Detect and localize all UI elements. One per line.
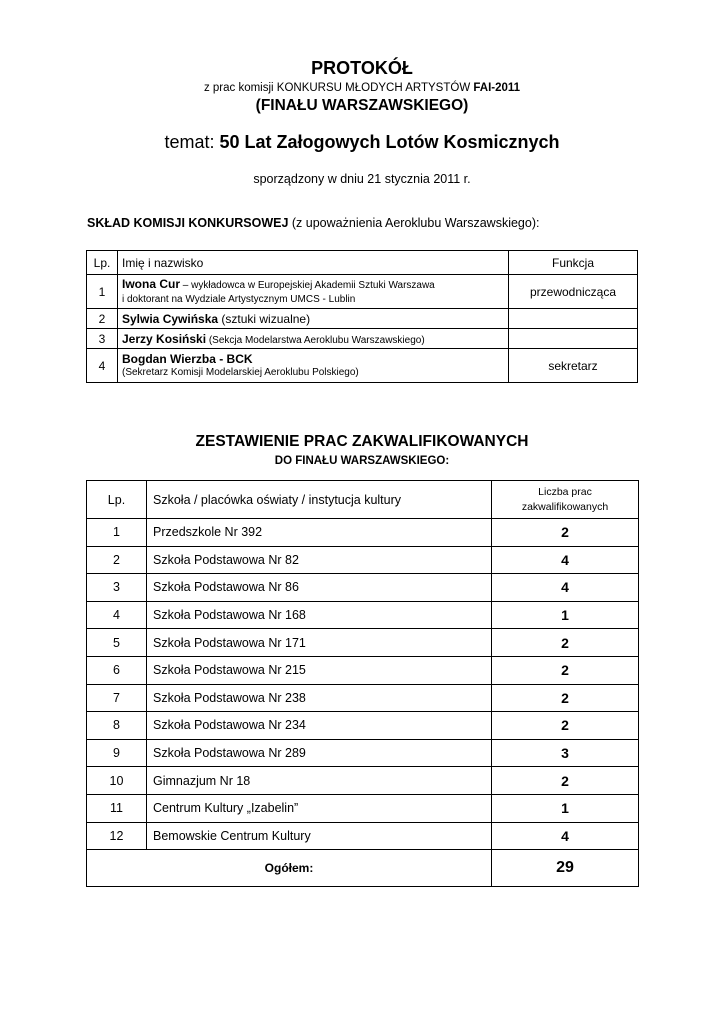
row-school: Szkoła Podstawowa Nr 168 <box>147 601 492 629</box>
table-row <box>87 822 639 850</box>
row-lp: 6 <box>87 656 147 684</box>
total-label: Ogółem: <box>87 850 492 887</box>
document-date: sporządzony w dniu 21 stycznia 2011 r. <box>253 172 471 186</box>
col-header-lp: Lp. <box>87 481 147 519</box>
row-school: Przedszkole Nr 392 <box>147 519 492 547</box>
member-name: Sylwia Cywińska <box>122 311 219 326</box>
member-name: Jerzy Kosiński <box>122 331 207 346</box>
works-heading: ZESTAWIENIE PRAC ZAKWALIFIKOWANYCH <box>195 433 529 450</box>
member-role: przewodnicząca <box>509 275 638 309</box>
row-count: 3 <box>492 739 639 767</box>
member-role <box>509 309 638 329</box>
row-count: 2 <box>492 519 639 547</box>
row-school: Szkoła Podstawowa Nr 171 <box>147 629 492 657</box>
row-lp: 5 <box>87 629 147 657</box>
member-desc-2: (Sekretarz Komisji Modelarskiej Aeroklubu Polskiego) <box>122 366 359 378</box>
works-subheading: DO FINAŁU WARSZAWSKIEGO: <box>274 455 450 467</box>
member-lp: 4 <box>87 349 118 383</box>
member-desc: (sztuki wizualne) <box>218 311 311 326</box>
row-lp: 12 <box>87 822 147 850</box>
table-row <box>87 767 639 795</box>
committee-heading-bold: SKŁAD KOMISJI KONKURSOWEJ <box>87 216 289 230</box>
committee-heading-rest: (z upoważnienia Aeroklubu Warszawskiego): <box>291 216 540 230</box>
subtitle-code: FAI-2011 <box>473 82 521 94</box>
member-role <box>509 329 638 349</box>
committee-row <box>87 349 638 383</box>
col-header-role: Funkcja <box>509 251 638 275</box>
committee-header-row <box>87 251 638 275</box>
member-cell <box>118 309 509 329</box>
row-lp: 10 <box>87 767 147 795</box>
table-row <box>87 712 639 740</box>
table-row <box>87 601 639 629</box>
member-lp: 2 <box>87 309 118 329</box>
col-header-lp: Lp. <box>87 251 118 275</box>
member-desc: – wykładowca w Europejskiej Akademii Sztuki Warszawa <box>180 279 435 291</box>
row-lp: 11 <box>87 794 147 822</box>
table-row <box>87 684 639 712</box>
member-desc-2: i doktorant na Wydziale Artystycznym UMCS - Lublin <box>122 293 356 305</box>
document-subtitle <box>0 82 724 94</box>
col-header-school: Szkoła / placówka oświaty / instytucja kultury <box>147 481 492 519</box>
final-name: (FINAŁU WARSZAWSKIEGO) <box>255 97 469 114</box>
total-value: 29 <box>492 850 639 887</box>
row-school: Gimnazjum Nr 18 <box>147 767 492 795</box>
table-row <box>87 574 639 602</box>
committee-table <box>86 250 638 383</box>
row-school: Szkoła Podstawowa Nr 82 <box>147 546 492 574</box>
total-row <box>87 850 639 887</box>
table-row <box>87 519 639 547</box>
row-count: 2 <box>492 712 639 740</box>
row-school: Szkoła Podstawowa Nr 234 <box>147 712 492 740</box>
row-school: Bemowskie Centrum Kultury <box>147 822 492 850</box>
row-lp: 7 <box>87 684 147 712</box>
works-header-row <box>87 481 639 519</box>
row-count: 2 <box>492 629 639 657</box>
row-lp: 9 <box>87 739 147 767</box>
row-lp: 8 <box>87 712 147 740</box>
row-school: Szkoła Podstawowa Nr 215 <box>147 656 492 684</box>
member-lp: 1 <box>87 275 118 309</box>
row-count: 4 <box>492 574 639 602</box>
row-count: 4 <box>492 546 639 574</box>
table-row <box>87 656 639 684</box>
row-count: 1 <box>492 601 639 629</box>
table-row <box>87 794 639 822</box>
row-count: 2 <box>492 684 639 712</box>
committee-row <box>87 329 638 349</box>
topic-line <box>0 132 724 153</box>
committee-row <box>87 309 638 329</box>
member-name: Iwona Cur <box>122 276 181 291</box>
works-table <box>86 480 639 887</box>
row-count: 1 <box>492 794 639 822</box>
table-row <box>87 739 639 767</box>
row-school: Szkoła Podstawowa Nr 289 <box>147 739 492 767</box>
row-count: 4 <box>492 822 639 850</box>
member-lp: 3 <box>87 329 118 349</box>
row-count: 2 <box>492 656 639 684</box>
committee-row <box>87 275 638 309</box>
col-header-name: Imię i nazwisko <box>118 251 509 275</box>
row-school: Centrum Kultury „Izabelin” <box>147 794 492 822</box>
row-count: 2 <box>492 767 639 795</box>
subtitle-text: z prac komisji KONKURSU MŁODYCH ARTYSTÓW <box>203 82 471 94</box>
col-header-count <box>492 481 639 519</box>
row-lp: 3 <box>87 574 147 602</box>
table-row <box>87 546 639 574</box>
col-header-count-line2: zakwalifikowanych <box>521 500 609 513</box>
row-school: Szkoła Podstawowa Nr 238 <box>147 684 492 712</box>
committee-heading <box>87 216 539 230</box>
topic-prefix: temat: <box>164 132 215 152</box>
row-lp: 2 <box>87 546 147 574</box>
topic-title: 50 Lat Załogowych Lotów Kosmicznych <box>219 132 560 152</box>
row-lp: 1 <box>87 519 147 547</box>
document-title: PROTOKÓŁ <box>311 58 413 78</box>
col-header-count-line1: Liczba prac <box>538 485 592 498</box>
member-role: sekretarz <box>509 349 638 383</box>
table-row <box>87 629 639 657</box>
member-cell <box>118 349 509 383</box>
member-cell <box>118 329 509 349</box>
row-school: Szkoła Podstawowa Nr 86 <box>147 574 492 602</box>
row-lp: 4 <box>87 601 147 629</box>
member-cell <box>118 275 509 309</box>
member-name: Bogdan Wierzba - BCK <box>122 351 253 366</box>
member-desc: (Sekcja Modelarstwa Aeroklubu Warszawskiego) <box>206 334 425 346</box>
